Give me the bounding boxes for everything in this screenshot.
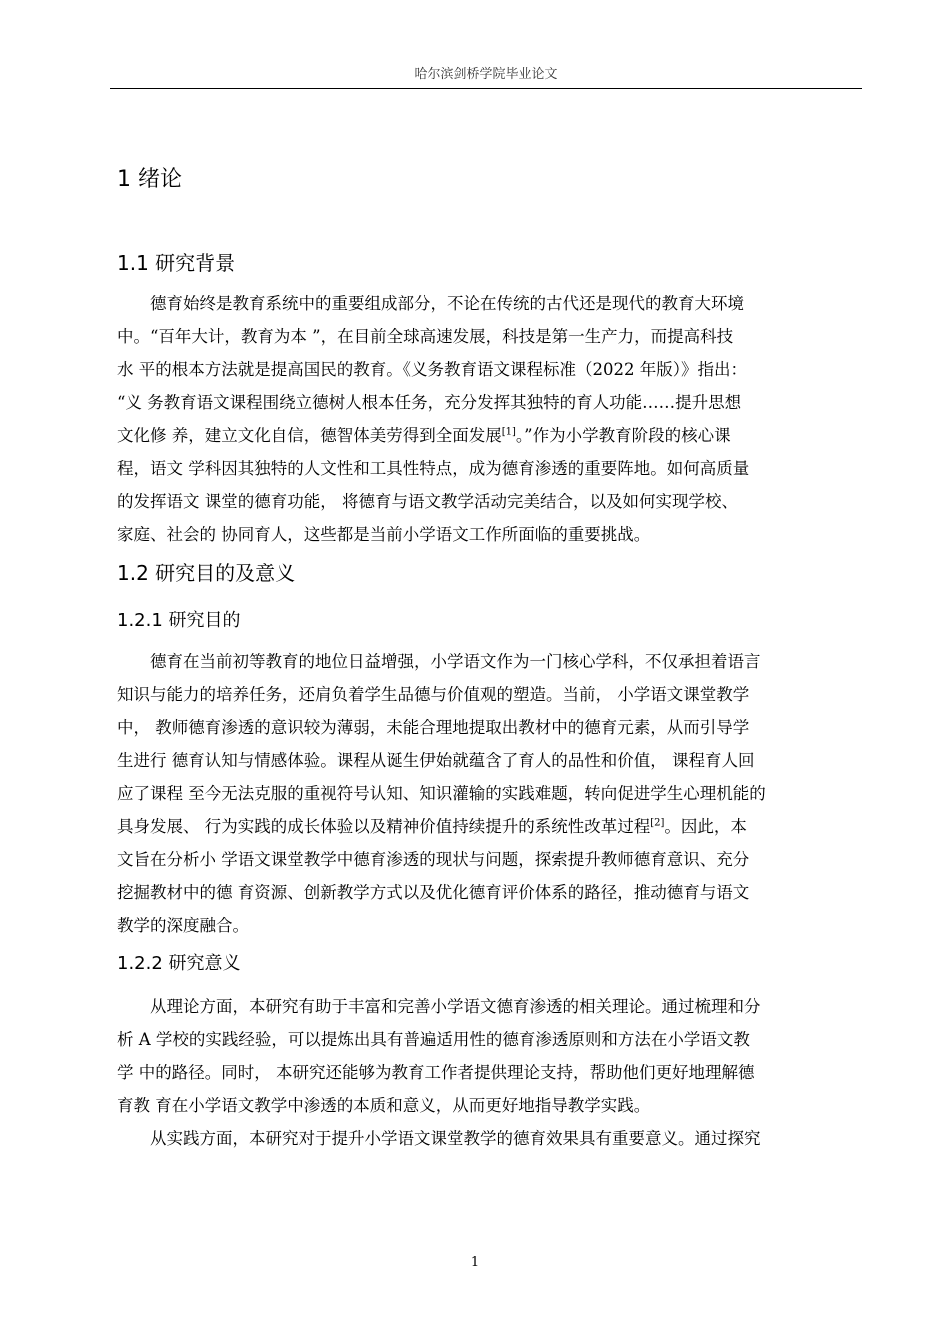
- paragraph-significance: [117, 990, 865, 1155]
- text-segment: 。因此，本: [664, 817, 747, 836]
- running-header: 哈尔滨剑桥学院毕业论文: [110, 66, 862, 89]
- text-segment: 文化修 养，建立文化自信，德智体美劳得到全面发展: [117, 426, 502, 445]
- text-line: 德育在当前初等教育的地位日益增强，小学语文作为一门核心学科，不仅承担着语言: [117, 652, 761, 671]
- text-line: 学 中的路径。同时， 本研究还能够为教育工作者提供理论支持，帮助他们更好地理解德: [117, 1063, 755, 1082]
- text-line: 家庭、社会的 协同育人，这些都是当前小学语文工作所面临的重要挑战。: [117, 525, 651, 544]
- paragraph-purpose: [117, 645, 865, 942]
- text-segment: 。”作为小学教育阶段的核心课: [515, 426, 731, 445]
- text-line: 程，语文 学科因其独特的人文性和工具性特点，成为德育渗透的重要阵地。如何高质量: [117, 459, 750, 478]
- text-line: 应了课程 至今无法克服的重视符号认知、知识灌输的实践难题，转向促进学生心理机能的: [117, 784, 766, 803]
- chapter-title: 1 绪论: [117, 167, 182, 192]
- text-line: 育教 育在小学语文教学中渗透的本质和意义，从而更好地指导教学实践。: [117, 1096, 651, 1115]
- text-line: 水 平的根本方法就是提高国民的教育。《义务教育语文课程标准（2022 年版）》指出：: [117, 360, 747, 379]
- citation-ref: [2]: [650, 817, 665, 829]
- text-line: 挖掘教材中的德 育资源、创新教学方式以及优化德育评价体系的路径，推动德育与语文: [117, 883, 750, 902]
- text-line: 德育始终是教育系统中的重要组成部分，不论在传统的古代还是现代的教育大环境: [117, 294, 744, 313]
- text-line: 从理论方面，本研究有助于丰富和完善小学语文德育渗透的相关理论。通过梳理和分: [117, 997, 761, 1016]
- citation-ref: [1]: [501, 426, 516, 438]
- section-title-background: 1.1 研究背景: [117, 251, 236, 275]
- text-line: 从实践方面，本研究对于提升小学语文课堂教学的德育效果具有重要意义。通过探究: [117, 1129, 761, 1148]
- text-line: 的发挥语文 课堂的德育功能， 将德育与语文教学活动完美结合，以及如何实现学校、: [117, 492, 738, 511]
- subsection-title-purpose: 1.2.1 研究目的: [117, 610, 241, 631]
- text-segment: 具身发展、 行为实践的成长体验以及精神价值持续提升的系统性改革过程: [117, 817, 651, 836]
- text-line: 教学的深度融合。: [117, 916, 249, 935]
- text-line: 中， 教师德育渗透的意识较为薄弱，未能合理地提取出教材中的德育元素，从而引导学: [117, 718, 750, 737]
- text-line: 知识与能力的培养任务，还肩负着学生品德与价值观的塑造。当前， 小学语文课堂教学: [117, 685, 750, 704]
- text-line: 文旨在分析小 学语文课堂教学中德育渗透的现状与问题，探索提升教师德育意识、充分: [117, 850, 750, 869]
- text-line: 生进行 德育认知与情感体验。课程从诞生伊始就蕴含了育人的品性和价值， 课程育人回: [117, 751, 755, 770]
- paragraph-background: [117, 287, 865, 551]
- text-line-with-citation: [117, 419, 865, 452]
- text-line: 析 A 学校的实践经验，可以提炼出具有普遍适用性的德育渗透原则和方法在小学语文教: [117, 1030, 750, 1049]
- section-title-purpose-significance: 1.2 研究目的及意义: [117, 561, 296, 585]
- subsection-title-significance: 1.2.2 研究意义: [117, 953, 241, 974]
- page-number: 1: [470, 1255, 480, 1270]
- text-line: “义 务教育语文课程围绕立德树人根本任务，充分发挥其独特的育人功能……提升思想: [117, 393, 742, 412]
- text-line-with-citation: [117, 810, 865, 843]
- text-line: 中。“百年大计，教育为本 ”，在目前全球高速发展，科技是第一生产力，而提高科技: [117, 327, 734, 346]
